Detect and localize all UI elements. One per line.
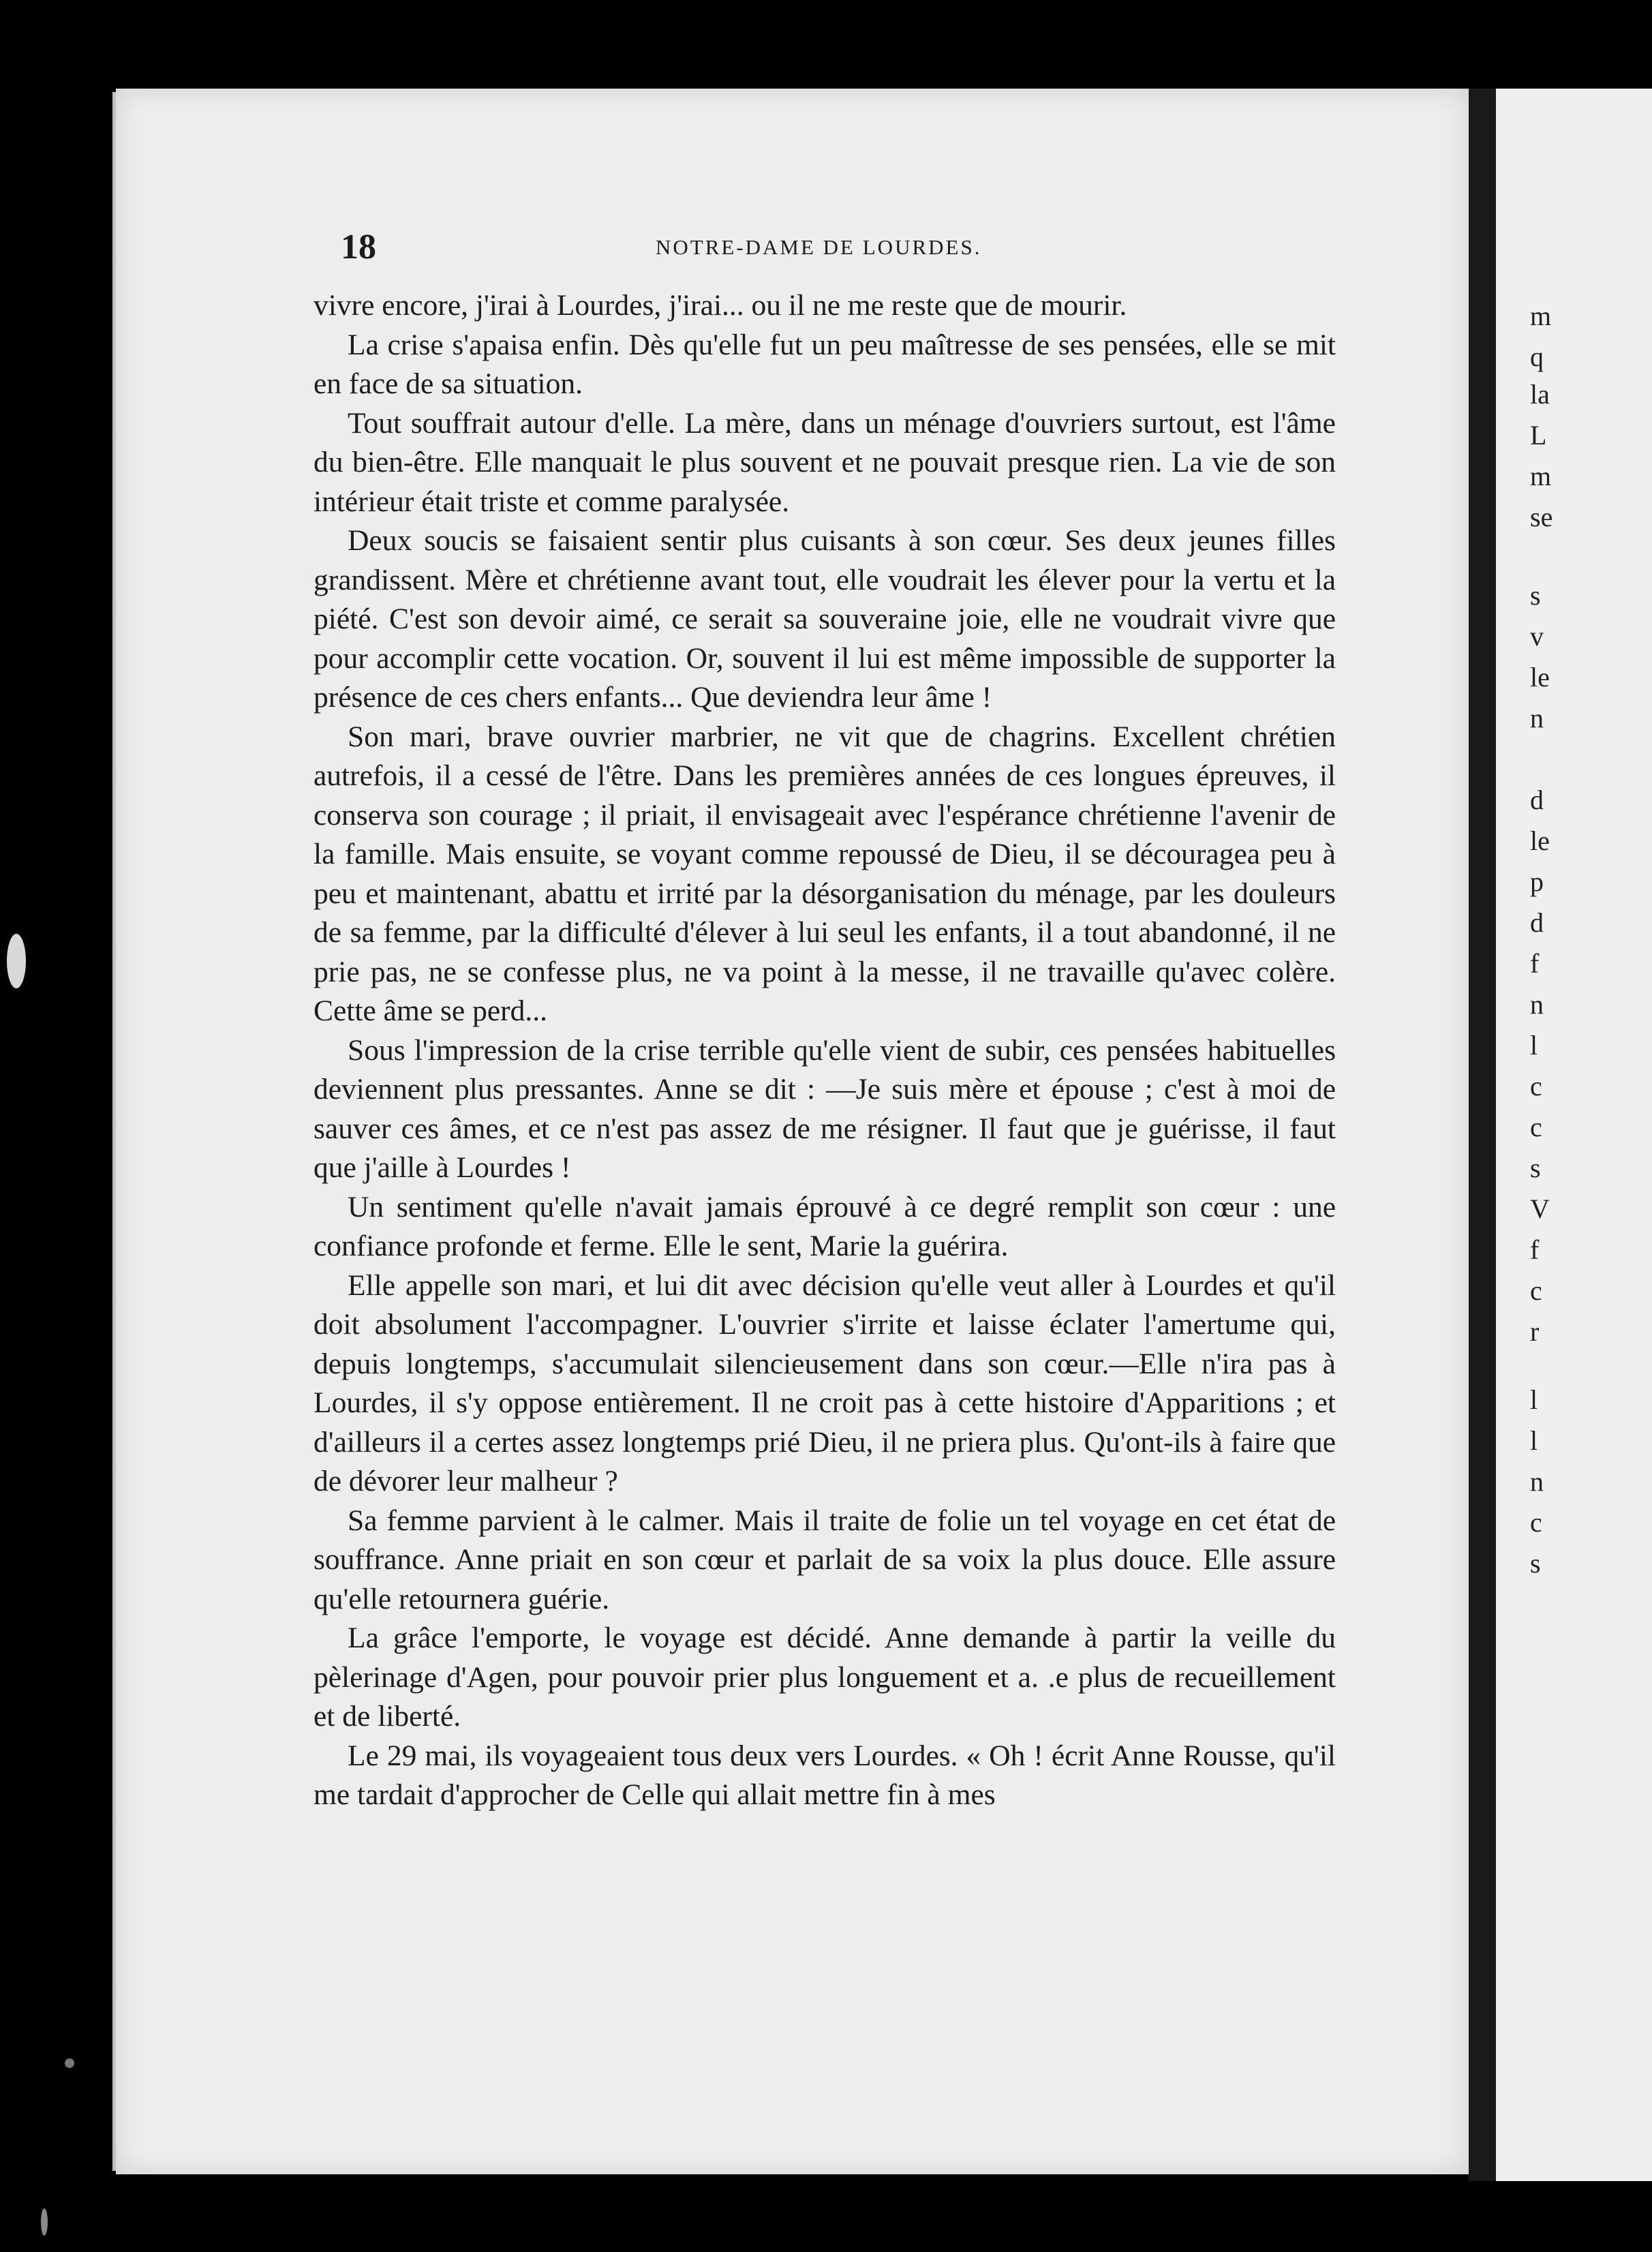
page-header — [341, 227, 1363, 268]
paragraph: Son mari, brave ouvrier marbrier, ne vit que de chagrins. Excellent chrétien autrefois, il a cessé de l'être. Dans les premières années de ces longues épreuves, il conserva son courage ; il priait, il envisageait avec l'espérance chrétienne l'avenir de la famille. Mais ensuite, se voyant comme repoussé de Dieu, il se découragea peu à peu et maintenant, abattu et irrité par la désorganisation du ménage, par les douleurs de sa femme, par la difficulté d'élever à lui seul les enfants, il a tout abandonné, il ne prie pas, ne se confesse plus, ne va point à la messe, il ne travaille qu'avec colère. Cette âme se perd... — [313, 720, 1336, 1027]
facing-page-fragment: n — [1530, 989, 1544, 1020]
paragraph: Un sentiment qu'elle n'avait jamais éprouvé à ce degré remplit son cœur : une confiance profonde et ferme. Elle le sent, Marie la guérira. — [313, 1190, 1336, 1262]
paragraph: Le 29 mai, ils voyageaient tous deux vers Lourdes. « Oh ! écrit Anne Rousse, qu'il me tardait d'approcher de Celle qui allait mettre fin à mes — [313, 1739, 1336, 1811]
facing-page-fragment: v — [1530, 621, 1544, 652]
facing-page-fragment: le — [1530, 662, 1550, 693]
facing-page-fragment: n — [1530, 703, 1544, 733]
facing-page — [1496, 89, 1652, 2181]
facing-page-fragment: n — [1530, 1466, 1544, 1497]
facing-page-fragment: l — [1530, 1384, 1538, 1415]
facing-page-fragment: s — [1530, 1548, 1541, 1579]
facing-page-fragment: s — [1530, 580, 1541, 611]
facing-page-fragment: r — [1530, 1316, 1540, 1347]
paragraph: Sa femme parvient à le calmer. Mais il traite de folie un tel voyage en cet état de souffrance. Anne priait en son cœur et parlait de sa voix la plus douce. Elle assure qu'elle retournera guérie. — [313, 1504, 1336, 1615]
facing-page-fragment: c — [1530, 1071, 1542, 1101]
facing-page-fragment: d — [1530, 785, 1544, 815]
paragraph: Sous l'impression de la crise terrible qu'elle vient de subir, ces pensées habituelles deviennent plus pressantes. Anne se dit : —Je suis mère et épouse ; c'est à moi de sauver ces âmes, et ce n'est pas assez de me résigner. Il faut que je guérisse, il faut que j'aille à Lourdes ! — [313, 1033, 1336, 1184]
facing-page-fragment: le — [1530, 825, 1550, 856]
facing-page-fragment: se — [1530, 502, 1553, 532]
paragraph: La crise s'apaisa enfin. Dès qu'elle fut un peu maîtresse de ses pensées, elle se mit en face de sa situation. — [313, 328, 1336, 400]
paragraph: Elle appelle son mari, et lui dit avec décision qu'elle veut aller à Lourdes et qu'il doit absolument l'accompagner. L'ouvrier s'irrite et laisse éclater l'amertume qui, depuis longtemps, s'accumulait silencieusement dans son cœur.—Elle n'ira pas à Lourdes, il s'y oppose entièrement. Il ne croit pas à cette histoire d'Apparitions ; et d'ailleurs il a certes assez longtemps prié Dieu, il ne priera plus. Qu'ont-ils à faire que de dévorer leur malheur ? — [313, 1268, 1336, 1497]
paragraph: vivre encore, j'irai à Lourdes, j'irai... ou il ne me reste que de mourir. — [313, 289, 1127, 322]
facing-page-fragment: l — [1530, 1030, 1538, 1061]
facing-page-fragment: f — [1530, 1234, 1540, 1265]
scan-speck — [7, 934, 26, 988]
facing-page-fragment: m — [1530, 461, 1552, 491]
paragraph: Deux soucis se faisaient sentir plus cuisants à son cœur. Ses deux jeunes filles grandissent. Mère et chrétienne avant tout, elle voudrait les élever pour la vertu et la piété. C'est son devoir aimé, ce serait sa souveraine joie, elle ne voudrait vivre que pour accomplir cette vocation. Or, souvent il lui est même impossible de supporter la présence de ces chers enfants... Que deviendra leur âme ! — [313, 524, 1336, 714]
facing-page-fragment: c — [1530, 1275, 1542, 1306]
paragraph: La grâce l'emporte, le voyage est décidé. Anne demande à partir la veille du pèlerinage d'Agen, pour pouvoir prier plus longuement et a. .e plus de recueillement et de liberté. — [313, 1622, 1336, 1733]
facing-page-fragment: q — [1530, 341, 1544, 372]
facing-page-fragment: c — [1530, 1507, 1542, 1538]
running-title: NOTRE-DAME DE LOURDES. — [656, 235, 982, 259]
facing-page-fragment: l — [1530, 1425, 1538, 1456]
facing-page-fragment: L — [1530, 420, 1547, 451]
facing-page-fragment: f — [1530, 948, 1540, 979]
facing-page-fragment: p — [1530, 866, 1544, 897]
facing-page-fragment: V — [1530, 1193, 1550, 1224]
body-text — [313, 286, 1336, 1815]
facing-page-fragment: m — [1530, 301, 1552, 331]
facing-page-fragment: c — [1530, 1112, 1542, 1142]
facing-page-fragment: s — [1530, 1153, 1541, 1183]
book-gutter — [1469, 89, 1496, 2181]
scan-speck — [41, 2208, 48, 2236]
paragraph: Tout souffrait autour d'elle. La mère, dans un ménage d'ouvriers surtout, est l'âme du bien-être. Elle manquait le plus souvent et ne pouvait presque rien. La vie de son intérieur était triste et comme paralysée. — [313, 406, 1336, 518]
facing-page-fragment: la — [1530, 379, 1550, 410]
facing-page-fragment: d — [1530, 907, 1544, 938]
page-number: 18 — [341, 228, 376, 267]
scan-speck — [65, 2058, 74, 2068]
